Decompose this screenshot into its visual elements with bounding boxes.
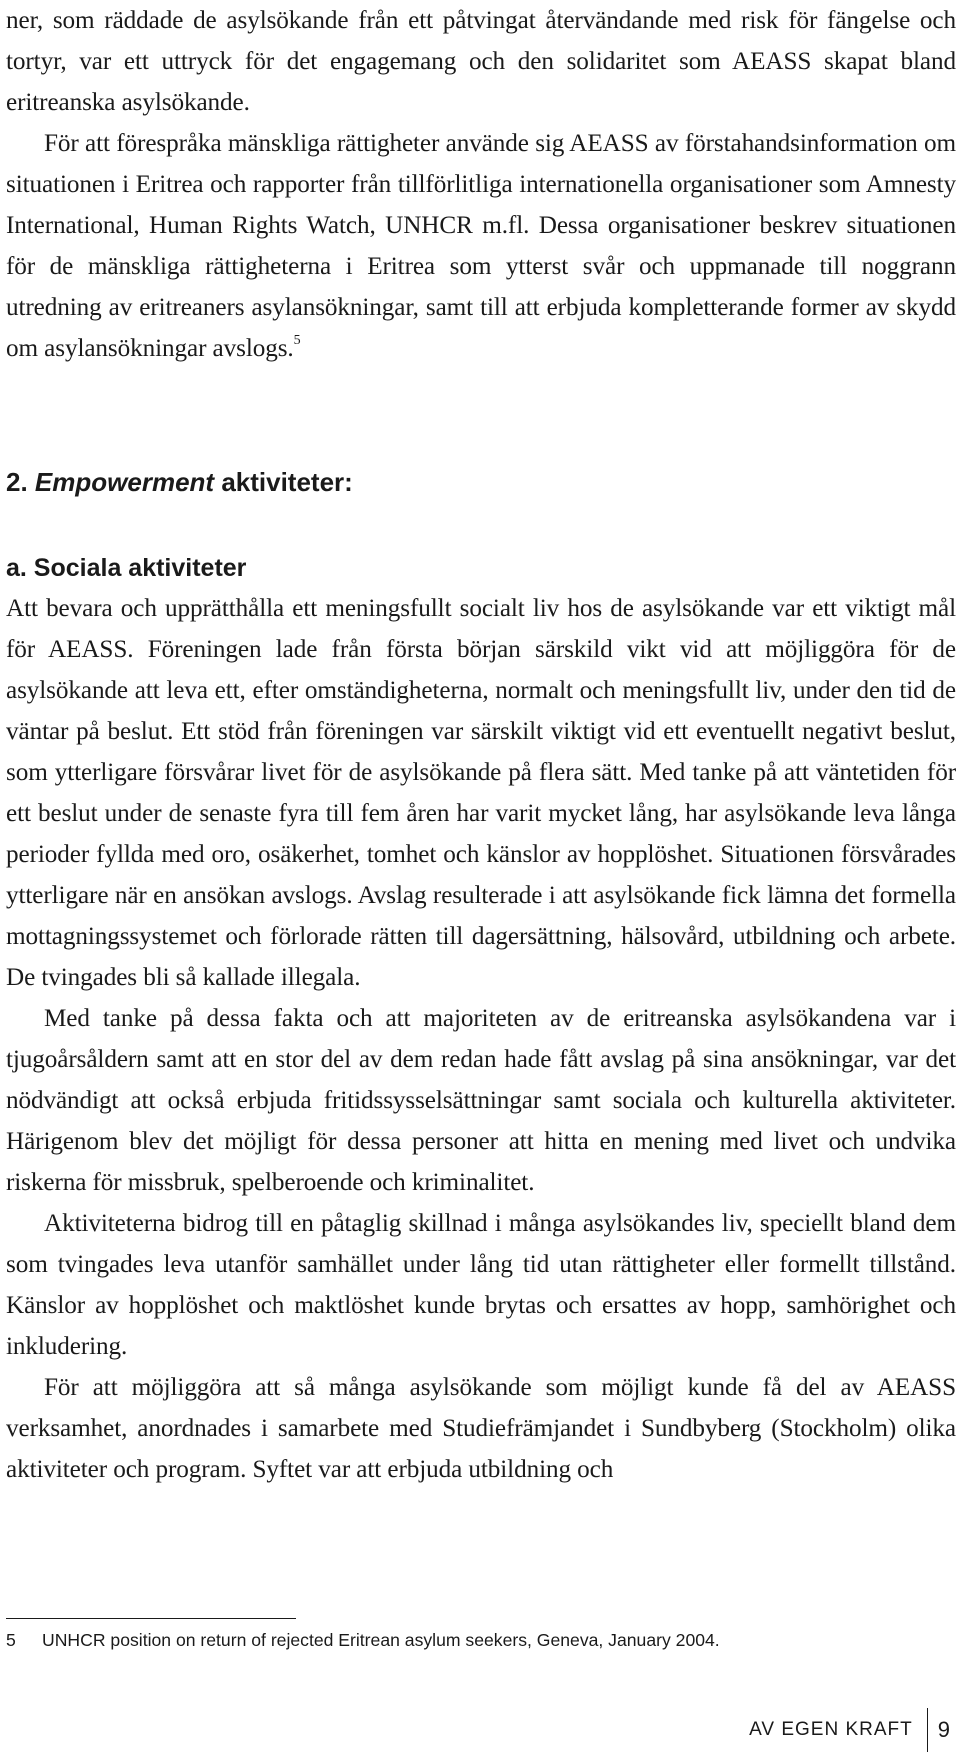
paragraph-intro: ner, som räddade de asylsökande från ett påtvingat återvändande med risk för fängelse och tortyr, var ett uttryck för det engagemang och den solidaritet som AEASS skapat bland eritreanska asylsökande. — [6, 7, 956, 116]
subsection-heading-social: a. Sociala aktiviteter — [6, 554, 247, 582]
running-title: AV EGEN KRAFT — [749, 1719, 913, 1740]
body-text-section-a — [6, 588, 956, 1490]
section-number: 2. — [6, 467, 28, 497]
paragraph-cooperation: För att möjliggöra att så många asylsökande som möjligt kunde få del av AEASS verksamhet, anordnades i samarbete med Studiefrämjandet i Sundbyberg (Stockholm) olika aktiviteter och program. Syftet var att erbjuda utbildning och — [6, 1374, 956, 1483]
footnote — [6, 1628, 720, 1652]
footnote-reference[interactable]: 5 — [293, 333, 301, 348]
running-footer — [749, 1708, 960, 1752]
section-heading-rest: aktiviteter: — [221, 467, 353, 497]
section-heading-italic: Empowerment — [34, 467, 215, 497]
footnote-divider — [6, 1618, 296, 1619]
paragraph-activities: Aktiviteterna bidrog till en påtaglig skillnad i många asylsökandes liv, speciellt bland dem som tvingades leva utanför samhället under lång tid utan rättigheter eller formellt tillstånd. Känslor av hopplöshet och maktlöshet kunde brytas och ersattes av hopp, samhörighet och inkludering. — [6, 1210, 956, 1360]
paragraph-facts: Med tanke på dessa fakta och att majoriteten av de eritreanska asylsökandena var i tjugoårsåldern samt att en stor del av dem redan hade fått avslag på sina ansökningar, var det nödvändigt att också erbjuda fritidssysselsättningar samt sociala och kulturella aktiviteter. Härigenom blev det möjligt för dessa personer att hitta en mening med livet och undvika riskerna för missbruk, spelberoende och kriminalitet. — [6, 1005, 956, 1196]
footnote-text: UNHCR position on return of rejected Eritrean asylum seekers, Geneva, January 2004. — [42, 1630, 720, 1650]
page-number: 9 — [937, 1717, 950, 1742]
body-text-top — [6, 0, 956, 373]
footnote-number: 5 — [6, 1630, 16, 1650]
section-heading-empowerment — [6, 466, 353, 498]
paragraph-human-rights — [6, 123, 956, 373]
paragraph-human-rights-text: För att förespråka mänskliga rättigheter använde sig AEASS av förstahandsinformation om situationen i Eritrea och rapporter från tillförlitliga internationella organisationer som Amnesty International, Human Rights Watch, UNHCR m.fl. Dessa organisationer beskrev situationen för de mänskliga rättigheterna i Eritrea som ytterst svår och uppmanade till noggrann utredning av eritreaners asylansökningar, samt till att erbjuda kompletterande former av skydd om asylansökningar avslogs. — [6, 130, 956, 362]
paragraph-social-life: Att bevara och upprätthålla ett meningsfullt socialt liv hos de asylsökande var ett viktigt mål för AEASS. Föreningen lade från första början särskild vikt vid att möjliggöra för de asylsökande att leva ett, efter omständigheterna, normalt och meningsfullt liv, under den tid de väntar på beslut. Ett stöd från föreningen var särskilt viktigt vid ett eventuellt negativt beslut, som ytterligare försvårar livet för de asylsökande på flera sätt. Med tanke på att väntetiden för ett beslut under de senaste fyra till fem åren har varit mycket lång, har asylsökande leva långa perioder fyllda med oro, osäkerhet, tomhet och känslor av hopplöshet. Situationen försvårades ytterligare när en ansökan avslogs. Avslag resulterade i att asylsökande fick lämna det formella mottagningssystemet och förlorade rätten till dagersättning, hälsovård, utbildning och arbete. De tvingades bli så kallade illegala. — [6, 595, 956, 991]
